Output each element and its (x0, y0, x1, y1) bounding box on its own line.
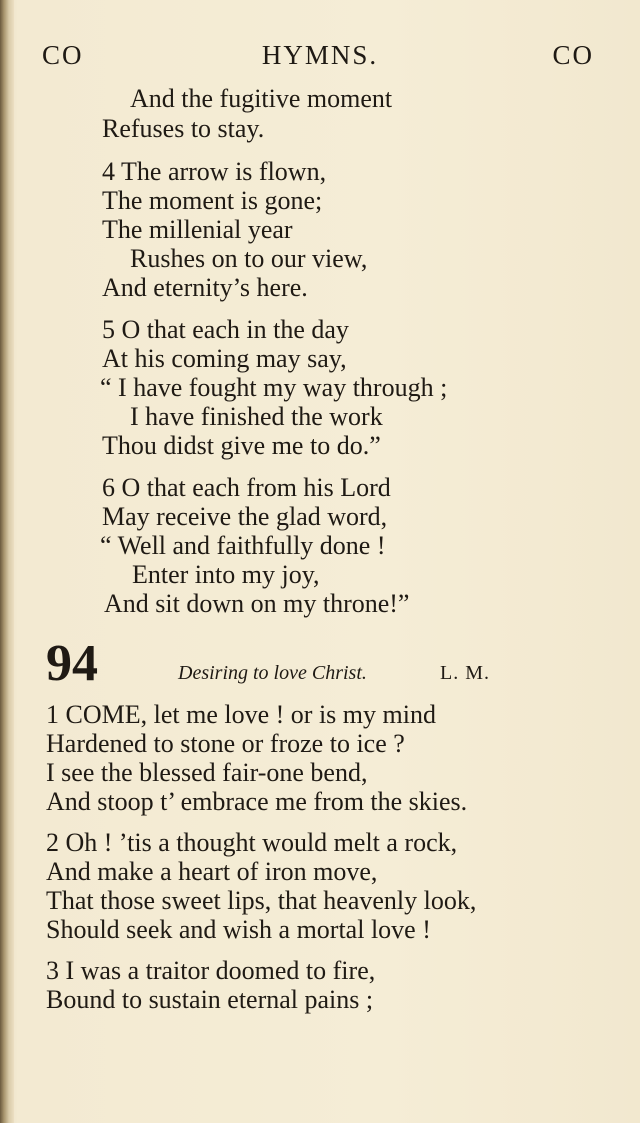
verse-line: And the fugitive moment (130, 84, 393, 113)
hymn-meter: L. M. (440, 662, 490, 684)
verse-line: I see the blessed fair-one bend, (46, 758, 368, 787)
verse-line: 2 Oh ! ’tis a thought would melt a rock, (46, 828, 458, 857)
verse-line: I have finished the work (130, 402, 383, 431)
header-title: HYMNS. (261, 40, 379, 70)
verse-line: “ Well and faithfully done ! (100, 531, 386, 560)
verse-line: Enter into my joy, (132, 560, 320, 589)
verse-line: 5 O that each in the day (102, 315, 349, 344)
verse-line: The moment is gone; (102, 186, 323, 215)
verse-line: 1 COME, let me love ! or is my mind (46, 700, 436, 729)
verse-line: May receive the glad word, (102, 502, 388, 531)
hymn-number: 94 (46, 635, 98, 692)
verse-line: Refuses to stay. (102, 114, 265, 143)
verse-line: 3 I was a traitor doomed to fire, (46, 956, 376, 985)
verse-line: Hardened to stone or froze to ice ? (46, 729, 405, 758)
verse-line: And stoop t’ embrace me from the skies. (46, 787, 468, 816)
verse-line: The millenial year (102, 215, 293, 244)
verse-line: That those sweet lips, that heavenly look, (46, 886, 477, 915)
verse-line: 6 O that each from his Lord (102, 473, 391, 502)
page-header (0, 40, 640, 74)
header-right-catchword: CO (552, 40, 594, 70)
verse-line: And sit down on my throne!” (104, 589, 410, 618)
verse-line: At his coming may say, (102, 344, 347, 373)
verse-line: Should seek and wish a mortal love ! (46, 915, 431, 944)
verse-line: Bound to sustain eternal pains ; (46, 985, 374, 1014)
verse-line: Thou didst give me to do.” (102, 431, 381, 460)
verse-line: And eternity’s here. (102, 273, 308, 302)
hymn-title: Desiring to love Christ. (178, 662, 367, 684)
verse-line: “ I have fought my way through ; (100, 373, 448, 402)
header-left-catchword: CO (42, 40, 84, 70)
verse-line: And make a heart of iron move, (46, 857, 378, 886)
book-spine-edge (0, 0, 14, 1123)
verse-line: 4 The arrow is flown, (102, 157, 327, 186)
verse-line: Rushes on to our view, (130, 244, 368, 273)
